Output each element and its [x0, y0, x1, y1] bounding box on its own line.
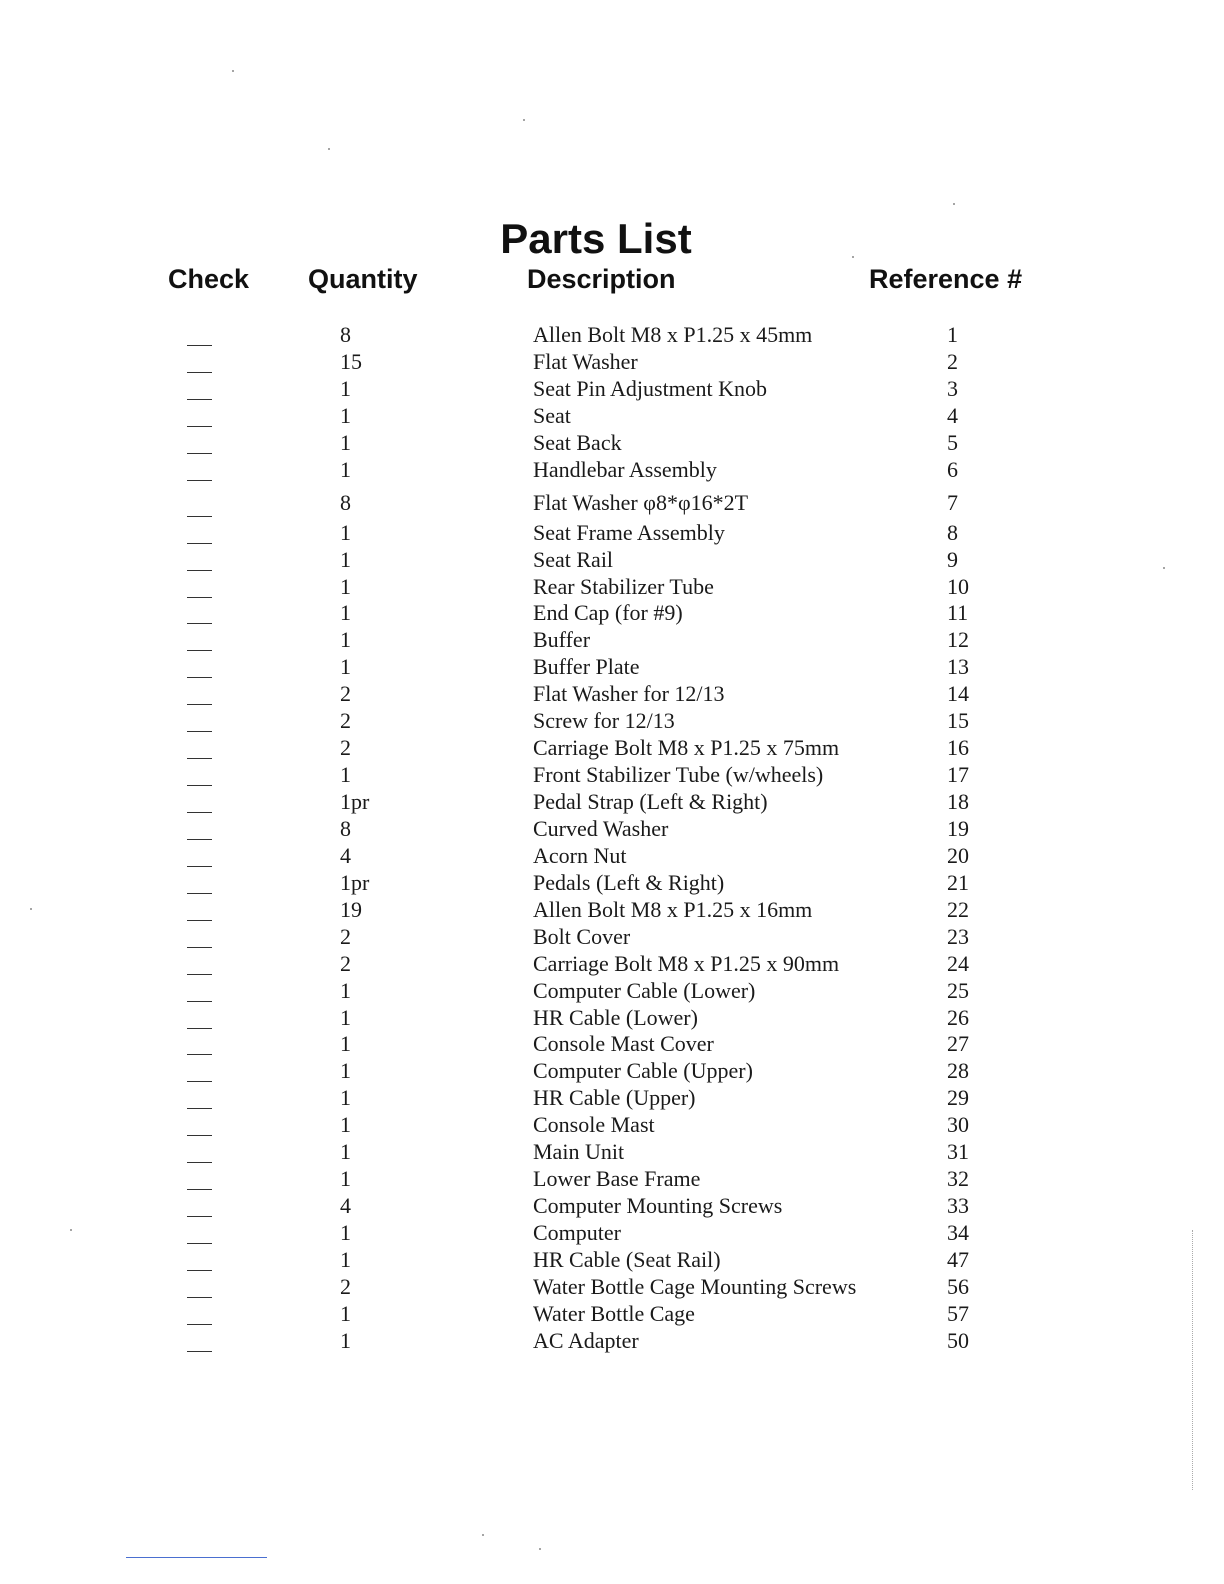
check-blank[interactable] [187, 866, 212, 867]
description-cell: Seat Back [533, 429, 622, 455]
quantity-cell: 2 [340, 1273, 351, 1299]
quantity-cell: 2 [340, 923, 351, 949]
reference-cell: 32 [947, 1166, 969, 1192]
description-cell: Main Unit [533, 1139, 625, 1165]
reference-cell: 16 [947, 735, 969, 761]
quantity-cell: 1 [340, 375, 351, 401]
quantity-cell: 2 [340, 708, 351, 734]
parts-row [0, 1165, 1224, 1192]
quantity-cell: 1 [340, 1139, 351, 1165]
parts-row [0, 1327, 1224, 1354]
parts-row [0, 626, 1224, 653]
quantity-cell: 1 [340, 573, 351, 599]
parts-row [0, 1192, 1224, 1219]
reference-cell: 11 [947, 600, 969, 626]
quantity-cell: 4 [340, 1193, 351, 1219]
check-blank[interactable] [187, 1135, 212, 1136]
description-cell: Flat Washer for 12/13 [533, 681, 725, 707]
reference-cell: 23 [947, 923, 969, 949]
parts-row [0, 321, 1224, 348]
reference-cell: 29 [947, 1085, 969, 1111]
parts-row [0, 1300, 1224, 1327]
quantity-cell: 1 [340, 1300, 351, 1326]
parts-row [0, 788, 1224, 815]
check-blank[interactable] [187, 1054, 212, 1055]
description-cell: Handlebar Assembly [533, 456, 717, 482]
description-cell: Carriage Bolt M8 x P1.25 x 75mm [533, 735, 840, 761]
check-blank[interactable] [187, 570, 212, 571]
reference-cell: 4 [947, 402, 958, 428]
check-blank[interactable] [187, 704, 212, 705]
check-blank[interactable] [187, 1081, 212, 1082]
description-cell: Pedals (Left & Right) [533, 869, 725, 895]
parts-row [0, 923, 1224, 950]
scan-speck [482, 1534, 484, 1536]
parts-row [0, 1273, 1224, 1300]
quantity-cell: 1 [340, 627, 351, 653]
quantity-cell: 8 [340, 815, 351, 841]
scan-speck [328, 148, 330, 150]
check-blank[interactable] [187, 812, 212, 813]
scan-speck [1163, 567, 1165, 569]
column-header-description: Description [527, 264, 676, 294]
reference-cell: 25 [947, 977, 969, 1003]
check-blank[interactable] [187, 426, 212, 427]
check-blank[interactable] [187, 785, 212, 786]
reference-cell: 26 [947, 1004, 969, 1030]
parts-row [0, 456, 1224, 483]
parts-row [0, 1138, 1224, 1165]
check-blank[interactable] [187, 1216, 212, 1217]
description-cell: HR Cable (Upper) [533, 1085, 696, 1111]
parts-row [0, 1030, 1224, 1057]
scan-speck [70, 1229, 72, 1231]
reference-cell: 20 [947, 842, 969, 868]
check-blank[interactable] [187, 1324, 212, 1325]
quantity-cell: 1 [340, 519, 351, 545]
reference-cell: 19 [947, 815, 969, 841]
quantity-cell: 1 [340, 1112, 351, 1138]
reference-cell: 34 [947, 1220, 969, 1245]
parts-row [0, 1111, 1224, 1138]
parts-row [0, 599, 1224, 626]
parts-row [0, 950, 1224, 977]
check-blank[interactable] [187, 1162, 212, 1163]
reference-cell: 8 [947, 519, 958, 545]
scan-speck [523, 119, 525, 121]
parts-row [0, 1084, 1224, 1111]
description-cell: Water Bottle Cage [533, 1300, 695, 1326]
quantity-cell: 1 [340, 402, 351, 428]
reference-cell: 10 [947, 573, 969, 599]
parts-row [0, 519, 1224, 546]
quantity-cell: 1 [340, 1166, 351, 1192]
reference-cell: 1 [947, 322, 958, 347]
description-cell: Rear Stabilizer Tube [533, 573, 714, 599]
quantity-cell: 2 [340, 735, 351, 761]
description-cell: Bolt Cover [533, 923, 631, 949]
parts-row [0, 734, 1224, 761]
reference-cell: 33 [947, 1193, 969, 1219]
description-cell: Buffer [533, 627, 591, 653]
check-blank[interactable] [187, 1108, 212, 1109]
reference-cell: 7 [947, 489, 958, 515]
reference-cell: 15 [947, 708, 969, 734]
scan-speck [30, 908, 32, 910]
quantity-cell: 1 [340, 600, 351, 626]
description-cell: HR Cable (Seat Rail) [533, 1246, 721, 1272]
quantity-cell: 1 [340, 654, 351, 680]
description-cell: Flat Washer [533, 348, 638, 374]
quantity-cell: 15 [340, 348, 362, 374]
quantity-cell: 1 [340, 1085, 351, 1111]
reference-cell: 21 [947, 869, 969, 895]
description-cell: Seat Rail [533, 546, 614, 572]
quantity-cell: 1pr [340, 789, 370, 814]
reference-cell: 24 [947, 950, 969, 976]
reference-cell: 6 [947, 456, 958, 482]
reference-cell: 12 [947, 627, 969, 653]
check-blank[interactable] [187, 1028, 212, 1029]
parts-row [0, 869, 1224, 896]
check-blank[interactable] [187, 839, 212, 840]
check-blank[interactable] [187, 974, 212, 975]
quantity-cell: 1 [340, 1220, 351, 1245]
parts-table [0, 321, 1224, 1354]
quantity-cell: 1 [340, 546, 351, 572]
parts-row [0, 573, 1224, 600]
reference-cell: 18 [947, 789, 969, 814]
reference-cell: 28 [947, 1058, 969, 1084]
quantity-cell: 1 [340, 762, 351, 788]
check-blank[interactable] [187, 920, 212, 921]
check-blank[interactable] [187, 650, 212, 651]
description-cell: Allen Bolt M8 x P1.25 x 45mm [533, 322, 813, 347]
parts-row [0, 546, 1224, 573]
reference-cell: 3 [947, 375, 958, 401]
reference-cell: 31 [947, 1139, 969, 1165]
quantity-cell: 4 [340, 842, 351, 868]
check-blank[interactable] [187, 516, 212, 517]
parts-row [0, 680, 1224, 707]
description-cell: AC Adapter [533, 1327, 639, 1353]
quantity-cell: 1 [340, 456, 351, 482]
parts-row [0, 375, 1224, 402]
description-cell: Seat Pin Adjustment Knob [533, 375, 768, 401]
reference-cell: 56 [947, 1273, 969, 1299]
quantity-cell: 1pr [340, 869, 370, 895]
reference-cell: 13 [947, 654, 969, 680]
check-blank[interactable] [187, 731, 212, 732]
description-cell: Computer [533, 1220, 621, 1245]
reference-cell: 2 [947, 348, 958, 374]
description-cell: Console Mast Cover [533, 1031, 714, 1057]
check-blank[interactable] [187, 1243, 212, 1244]
reference-cell: 17 [947, 762, 969, 788]
description-cell: End Cap (for #9) [533, 600, 683, 626]
parts-row [0, 842, 1224, 869]
description-cell: HR Cable (Lower) [533, 1004, 698, 1030]
parts-row [0, 1219, 1224, 1246]
parts-row [0, 1004, 1224, 1031]
quantity-cell: 19 [340, 896, 362, 922]
check-blank[interactable] [187, 947, 212, 948]
quantity-cell: 1 [340, 1004, 351, 1030]
reference-cell: 22 [947, 896, 969, 922]
check-blank[interactable] [187, 1001, 212, 1002]
description-cell: Water Bottle Cage Mounting Screws [533, 1273, 857, 1299]
quantity-cell: 1 [340, 1031, 351, 1057]
scan-speck [232, 70, 234, 72]
description-cell: Seat Frame Assembly [533, 519, 725, 545]
parts-row [0, 1246, 1224, 1273]
scan-speck [852, 256, 854, 258]
check-blank[interactable] [187, 1351, 212, 1352]
page-title: Parts List [500, 215, 692, 262]
description-cell: Screw for 12/13 [533, 708, 675, 734]
parts-row [0, 815, 1224, 842]
check-blank[interactable] [187, 758, 212, 759]
parts-row [0, 977, 1224, 1004]
reference-cell: 50 [947, 1327, 969, 1353]
description-cell: Lower Base Frame [533, 1166, 701, 1192]
description-cell: Carriage Bolt M8 x P1.25 x 90mm [533, 950, 840, 976]
description-cell: Front Stabilizer Tube (w/wheels) [533, 762, 824, 788]
check-blank[interactable] [187, 1270, 212, 1271]
check-blank[interactable] [187, 1297, 212, 1298]
scan-speck [953, 203, 955, 205]
check-blank[interactable] [187, 597, 212, 598]
scan-edge-artifact [1192, 1230, 1193, 1490]
check-blank[interactable] [187, 893, 212, 894]
description-cell: Buffer Plate [533, 654, 640, 680]
parts-row [0, 1057, 1224, 1084]
quantity-cell: 1 [340, 1327, 351, 1353]
parts-row [0, 483, 1224, 519]
parts-row [0, 896, 1224, 923]
reference-cell: 30 [947, 1112, 969, 1138]
reference-cell: 57 [947, 1300, 969, 1326]
check-blank[interactable] [187, 677, 212, 678]
quantity-cell: 8 [340, 489, 351, 515]
description-cell: Flat Washer φ8*φ16*2T [533, 489, 749, 515]
reference-cell: 27 [947, 1031, 969, 1057]
quantity-cell: 2 [340, 950, 351, 976]
parts-row [0, 653, 1224, 680]
parts-row [0, 348, 1224, 375]
quantity-cell: 1 [340, 429, 351, 455]
check-blank[interactable] [187, 372, 212, 373]
quantity-cell: 1 [340, 1246, 351, 1272]
parts-row [0, 707, 1224, 734]
parts-row [0, 429, 1224, 456]
description-cell: Computer Cable (Lower) [533, 977, 756, 1003]
quantity-cell: 2 [340, 681, 351, 707]
reference-cell: 9 [947, 546, 958, 572]
column-header-quantity: Quantity [308, 264, 418, 294]
footer-rule [126, 1557, 267, 1558]
check-blank[interactable] [187, 399, 212, 400]
description-cell: Curved Washer [533, 815, 669, 841]
description-cell: Computer Cable (Upper) [533, 1058, 753, 1084]
check-blank[interactable] [187, 1189, 212, 1190]
check-blank[interactable] [187, 345, 212, 346]
quantity-cell: 1 [340, 1058, 351, 1084]
quantity-cell: 1 [340, 977, 351, 1003]
reference-cell: 47 [947, 1246, 969, 1272]
check-blank[interactable] [187, 453, 212, 454]
description-cell: Computer Mounting Screws [533, 1193, 783, 1219]
description-cell: Console Mast [533, 1112, 655, 1138]
column-header-reference: Reference # [869, 264, 1023, 294]
check-blank[interactable] [187, 543, 212, 544]
reference-cell: 5 [947, 429, 958, 455]
description-cell: Seat [533, 402, 571, 428]
parts-row [0, 402, 1224, 429]
check-blank[interactable] [187, 480, 212, 481]
scan-speck [539, 1548, 541, 1550]
column-header-check: Check [168, 264, 250, 294]
description-cell: Pedal Strap (Left & Right) [533, 789, 768, 814]
reference-cell: 14 [947, 681, 969, 707]
quantity-cell: 8 [340, 322, 351, 347]
parts-row [0, 761, 1224, 788]
check-blank[interactable] [187, 623, 212, 624]
description-cell: Allen Bolt M8 x P1.25 x 16mm [533, 896, 813, 922]
description-cell: Acorn Nut [533, 842, 627, 868]
